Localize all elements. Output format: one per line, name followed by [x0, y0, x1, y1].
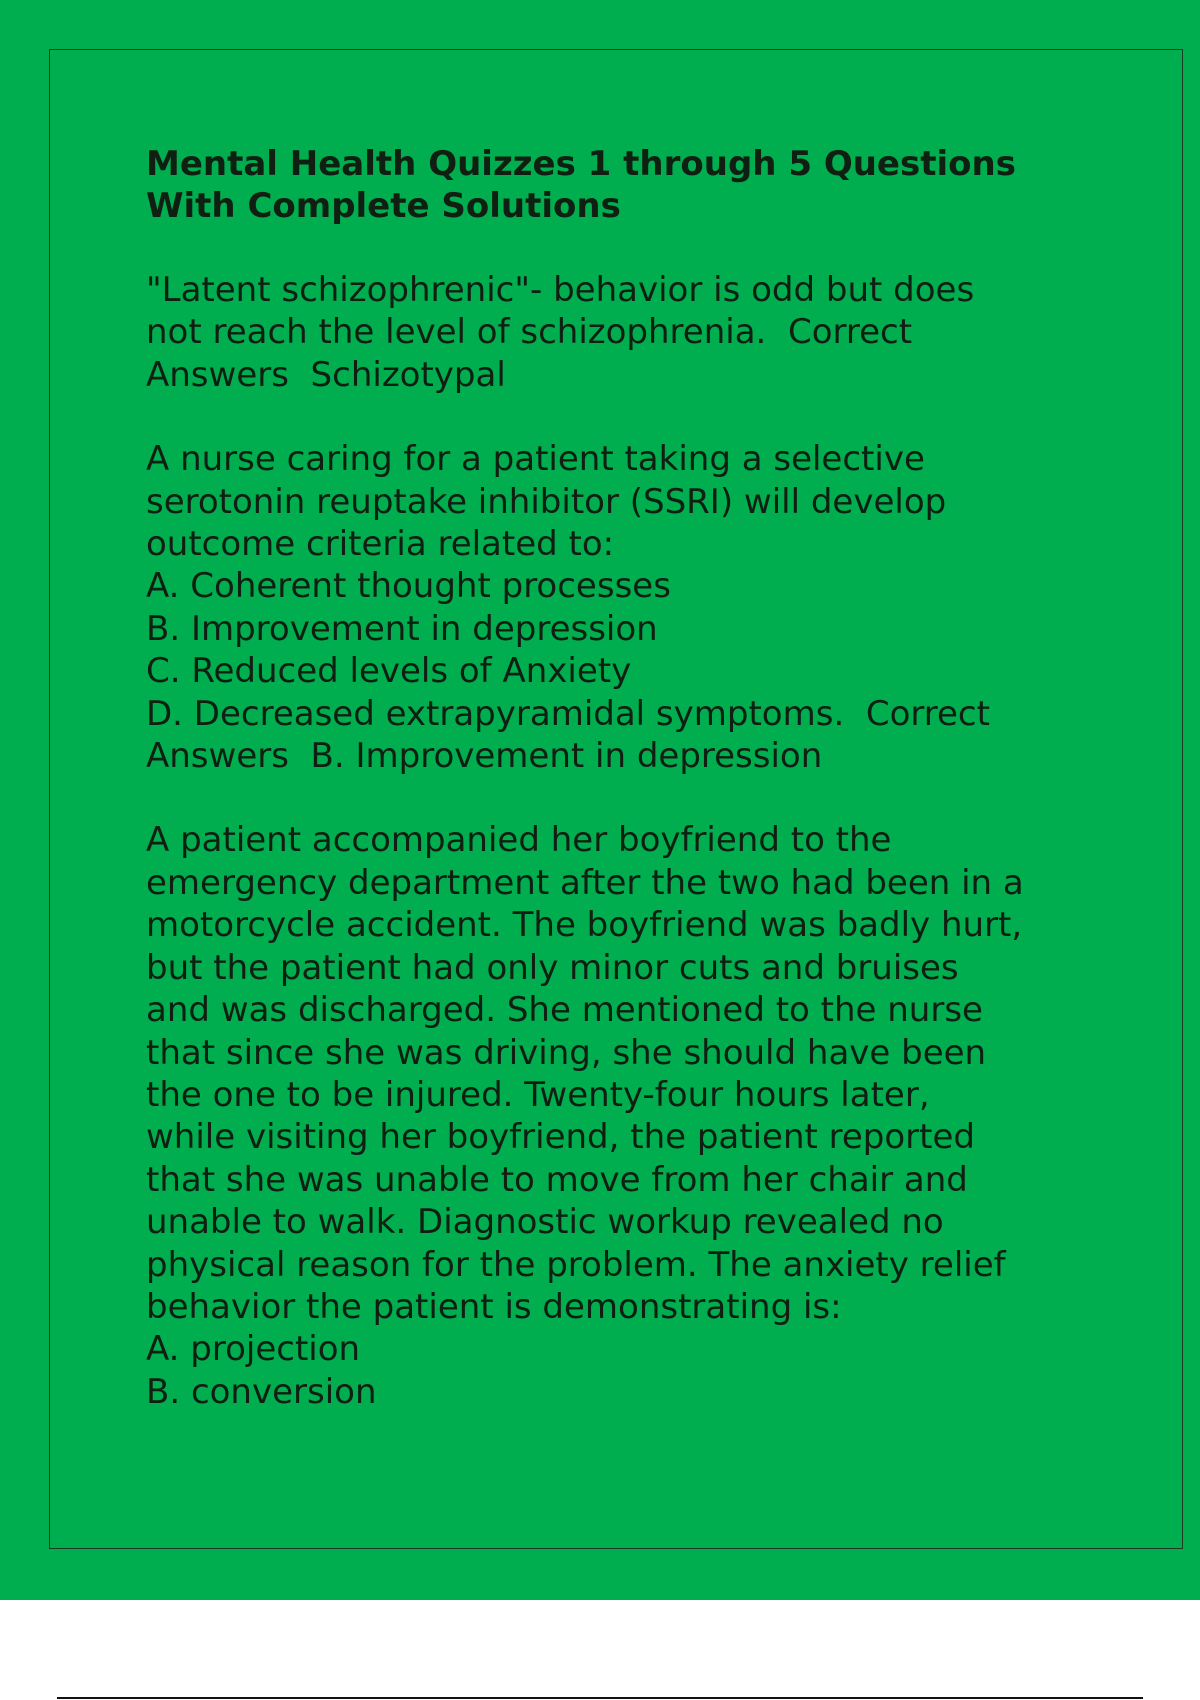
question-line: physical reason for the problem. The anxiety relief [146, 1244, 1006, 1285]
question-line: serotonin reuptake inhibitor (SSRI) will develop [146, 481, 947, 522]
option-a: A. projection [146, 1329, 361, 1370]
answer-line: Answers Schizotypal [146, 354, 506, 395]
question-line: unable to walk. Diagnostic workup revealed no [146, 1202, 944, 1243]
option-b: B. conversion [146, 1371, 377, 1412]
question-line: emergency department after the two had been in a [146, 862, 1024, 903]
option-b: B. Improvement in depression [146, 608, 658, 649]
question-line: that since she was driving, she should have been [146, 1032, 987, 1073]
title-line: With Complete Solutions [146, 186, 621, 226]
option-c: C. Reduced levels of Anxiety [146, 651, 632, 692]
question-line: while visiting her boyfriend, the patient reported [146, 1117, 975, 1158]
question-2 [146, 438, 1146, 777]
question-3 [146, 819, 1146, 1413]
question-line: outcome criteria related to: [146, 524, 615, 565]
question-line: the one to be injured. Twenty-four hours later, [146, 1074, 930, 1115]
question-line: but the patient had only minor cuts and bruises [146, 947, 959, 988]
question-line: motorcycle accident. The boyfriend was badly hurt, [146, 905, 1023, 946]
question-line: that she was unable to move from her chair and [146, 1159, 968, 1200]
question-line: behavior the patient is demonstrating is: [146, 1286, 842, 1327]
question-1 [146, 269, 1146, 396]
question-line: not reach the level of schizophrenia. Correct [146, 312, 913, 353]
question-line: A nurse caring for a patient taking a selective [146, 439, 925, 480]
question-line: "Latent schizophrenic"- behavior is odd but does [146, 270, 975, 310]
footer-divider [57, 1697, 1143, 1699]
option-a: A. Coherent thought processes [146, 566, 671, 607]
question-line: A patient accompanied her boyfriend to the [146, 820, 892, 861]
option-d: D. Decreased extrapyramidal symptoms. Correct [146, 693, 990, 734]
document-title [146, 143, 1146, 227]
document-content [146, 143, 1146, 1455]
title-line: Mental Health Quizzes 1 through 5 Questions [146, 144, 1016, 184]
question-line: and was discharged. She mentioned to the nurse [146, 990, 983, 1031]
answer-line: Answers B. Improvement in depression [146, 736, 823, 777]
